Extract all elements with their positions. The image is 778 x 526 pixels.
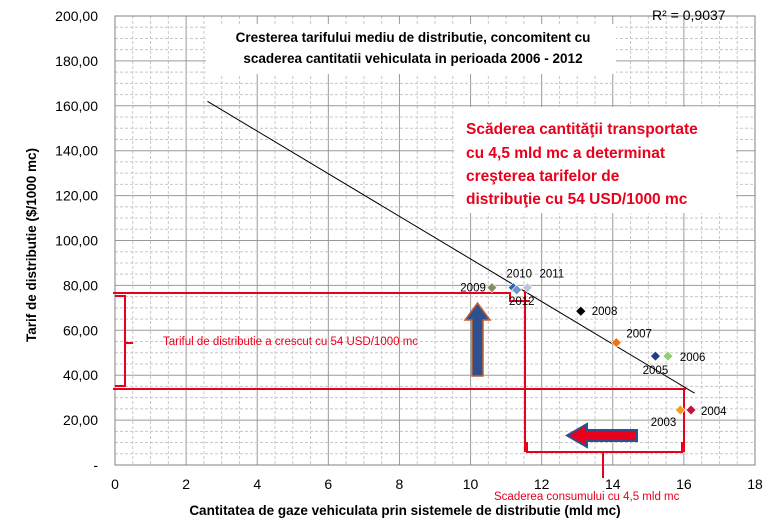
y-tick-label: 60,00 bbox=[62, 322, 98, 339]
data-label-2005: 2005 bbox=[642, 365, 669, 378]
data-label-2004: 2004 bbox=[701, 405, 727, 418]
x-tick-label: 4 bbox=[253, 476, 262, 492]
y-tick-label: 160,00 bbox=[55, 97, 98, 114]
x-tick-label: 16 bbox=[676, 476, 692, 492]
data-label-2007: 2007 bbox=[626, 328, 652, 341]
x-tick-label: 0 bbox=[111, 476, 119, 492]
y-tick-label: 20,00 bbox=[62, 412, 98, 429]
x-tick-label: 8 bbox=[395, 476, 404, 492]
chart-title-line-2: scaderea cantitatii vehiculata in perioada 2006 - 2012 bbox=[243, 51, 583, 66]
explanation-line-1: Scăderea cantităţii transportate bbox=[466, 121, 698, 138]
r-squared-label: R² = 0,9037 bbox=[652, 7, 726, 23]
chart-title-line-1: Cresterea tarifului mediu de distributie, concomitent cu bbox=[235, 30, 591, 45]
explanation-line-4: distribuţie cu 54 USD/1000 mc bbox=[466, 191, 688, 208]
x-tick-label: 6 bbox=[324, 476, 333, 492]
data-label-2006: 2006 bbox=[679, 352, 706, 365]
y-tick-label: 100,00 bbox=[55, 232, 98, 249]
explanation-line-2: cu 4,5 mld mc a determinat bbox=[466, 145, 665, 162]
x-tick-label: 14 bbox=[604, 476, 621, 492]
x-tick-label: 2 bbox=[182, 476, 191, 492]
x-axis-title: Cantitatea de gaze vehiculata prin sistemele de distributie (mld mc) bbox=[189, 503, 621, 518]
data-label-2003: 2003 bbox=[650, 416, 677, 429]
explanation-line-3: creşterea tarifelor de bbox=[466, 168, 620, 185]
x-tick-label: 18 bbox=[747, 476, 763, 492]
y-axis-title: Tarif de distributie ($/1000 mc) bbox=[24, 147, 39, 343]
y-tick-label: - bbox=[93, 457, 98, 473]
data-label-2010: 2010 bbox=[506, 268, 533, 281]
x-tick-label: 12 bbox=[533, 476, 550, 492]
y-tick-label: 80,00 bbox=[62, 277, 98, 294]
y-tick-label: 140,00 bbox=[55, 142, 98, 159]
data-label-2009: 2009 bbox=[460, 282, 486, 295]
y-tick-label: 120,00 bbox=[55, 187, 98, 204]
tariff-note: Tariful de distributie a crescut cu 54 USD/1000 mc bbox=[163, 336, 419, 348]
data-label-2008: 2008 bbox=[591, 306, 618, 319]
data-label-2012: 2012 bbox=[508, 295, 535, 308]
data-label-2011: 2011 bbox=[539, 268, 565, 281]
y-tick-label: 180,00 bbox=[55, 52, 98, 69]
x-tick-label: 10 bbox=[462, 476, 479, 492]
consumption-note: Scaderea consumului cu 4,5 mld mc bbox=[494, 491, 680, 503]
y-tick-label: 40,00 bbox=[62, 367, 98, 384]
y-tick-label: 200,00 bbox=[55, 8, 98, 24]
